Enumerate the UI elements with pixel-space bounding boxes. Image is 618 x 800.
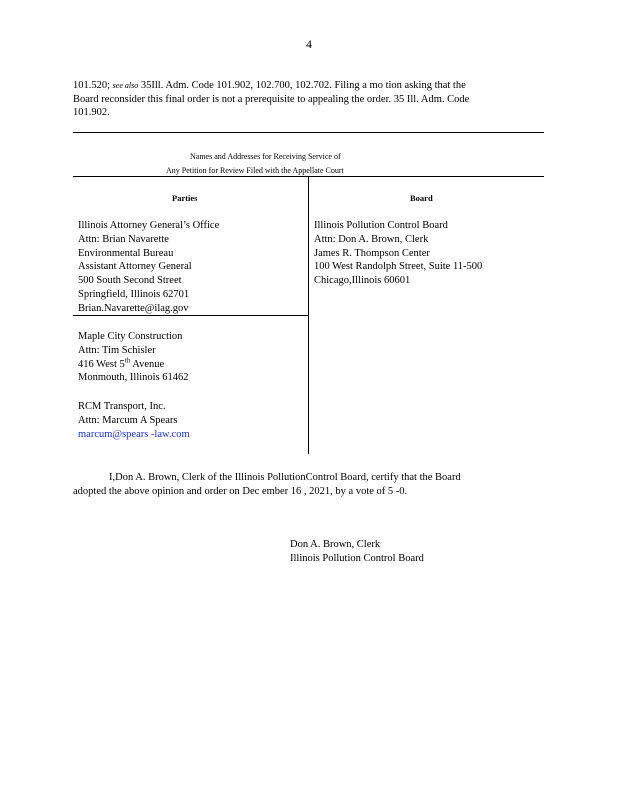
- address-line: Attn: Brian Navarette: [78, 233, 169, 245]
- address-line: Monmouth, Illinois 61462: [78, 372, 189, 384]
- address-line: 416 West 5th Avenue: [78, 356, 165, 370]
- certification-line-2: adopted the above opinion and order on Dec ember 16 , 2021, by a vote of 5 -0.: [73, 485, 408, 497]
- address-line: Assistant Attorney General: [78, 261, 192, 273]
- address-line: Attn: Marcum A Spears: [78, 414, 178, 426]
- board-address: [314, 219, 482, 288]
- service-header-line-1: Names and Addresses for Receiving Service of: [190, 152, 341, 161]
- intro-paragraph: [73, 79, 469, 120]
- address-line: James R. Thompson Center: [314, 247, 430, 259]
- address-line: Attn: Don A. Brown, Clerk: [314, 233, 429, 245]
- board-column-heading: Board: [410, 193, 433, 203]
- certification-paragraph: [73, 471, 461, 498]
- party-rcm-transport: [78, 400, 190, 441]
- page-number: 4: [306, 37, 312, 51]
- address-line: RCM Transport, Inc.: [78, 401, 166, 412]
- intro-line-3: 101.902.: [73, 107, 110, 118]
- email-link[interactable]: marcum@spears -law.com: [78, 428, 190, 440]
- address-line: Illinois Pollution Control Board: [314, 220, 448, 231]
- address-line: Environmental Bureau: [78, 247, 174, 259]
- table-vertical-rule: [308, 176, 309, 454]
- address-line: Illinois Attorney General’s Office: [78, 220, 220, 231]
- intro-line-2: Board reconsider this final order is not a prerequisite to appealing the order. 35 Ill. Adm. Code: [73, 93, 470, 105]
- address-line: Chicago,Illinois 60601: [314, 275, 411, 287]
- address-line: Springfield, Illinois 62701: [78, 288, 190, 300]
- signature-block: [290, 538, 424, 565]
- certification-line-1: I,Don A. Brown, Clerk of the Illinois PollutionControl Board, certify that the Board: [109, 472, 461, 483]
- signature-name: Don A. Brown, Clerk: [290, 539, 381, 550]
- address-line: 500 South Second Street: [78, 275, 182, 287]
- section-divider: [73, 132, 544, 133]
- address-line: Maple City Construction: [78, 331, 183, 342]
- parties-column-heading: Parties: [172, 193, 198, 203]
- service-header-line-2: Any Petition for Review Filed with the Appellate Court: [166, 166, 344, 175]
- address-line: 100 West Randolph Street, Suite 11-500: [314, 261, 483, 273]
- address-line: Attn: Tim Schisler: [78, 344, 156, 356]
- email-line: Brian.Navarette@ilag.gov: [78, 302, 189, 314]
- party-maple-city-construction: [78, 330, 189, 385]
- party-attorney-general: [78, 219, 219, 316]
- signature-org: Illinois Pollution Control Board: [290, 552, 424, 564]
- intro-line-1: 101.520; see also 35Ill. Adm. Code 101.902, 102.700, 102.702. Filing a mo tion asking that the: [73, 80, 466, 91]
